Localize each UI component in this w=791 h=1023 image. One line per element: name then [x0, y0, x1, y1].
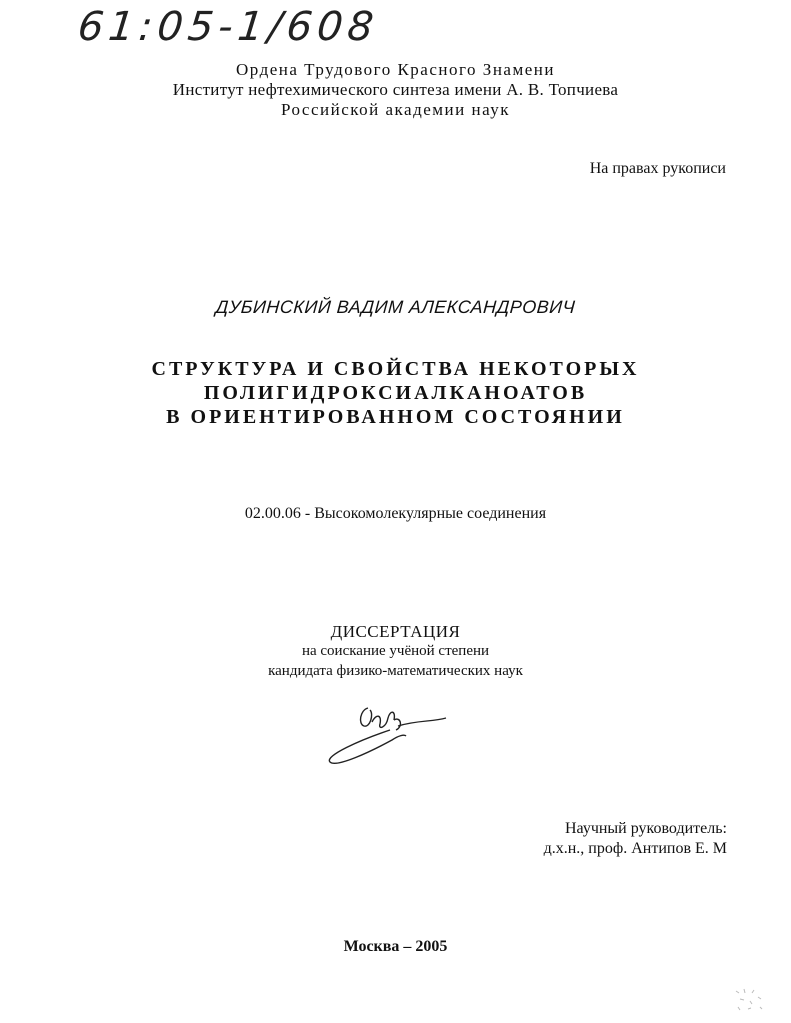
specialty-code: 02.00.06 - Высокомолекулярные соединения — [244, 505, 547, 522]
manuscript-rights-note: На правах рукописи — [589, 160, 726, 177]
institution-line-1: Ордена Трудового Красного Знамени — [236, 60, 555, 79]
city-year: Москва – 2005 — [343, 938, 448, 955]
thesis-title-line-1: СТРУКТУРА И СВОЙСТВА НЕКОТОРЫХ — [151, 358, 640, 380]
advisor-label: Научный руководитель: — [564, 820, 727, 837]
signature-icon — [320, 700, 450, 770]
thesis-title-line-2: ПОЛИГИДРОКСИАЛКАНОАТОВ — [203, 382, 588, 404]
author-name: ДУБИНСКИЙ ВАДИМ АЛЕКСАНДРОВИЧ — [215, 297, 577, 317]
dissertation-degree-line-2: кандидата физико-математических наук — [268, 663, 523, 679]
dissertation-degree-line-1: на соискание учёной степени — [301, 643, 490, 659]
thesis-title-line-3: В ОРИЕНТИРОВАННОМ СОСТОЯНИИ — [166, 406, 625, 428]
institution-line-2: Институт нефтехимического синтеза имени А. В. Топчиева — [172, 80, 619, 99]
archive-number-handwritten: 61:05-1/608 — [75, 4, 381, 50]
advisor-name: д.х.н., проф. Антипов Е. М — [543, 840, 727, 857]
dissertation-heading: ДИССЕРТАЦИЯ — [330, 622, 461, 641]
institution-line-3: Российской академии наук — [280, 100, 511, 119]
margin-stamp-mark — [730, 985, 770, 1015]
